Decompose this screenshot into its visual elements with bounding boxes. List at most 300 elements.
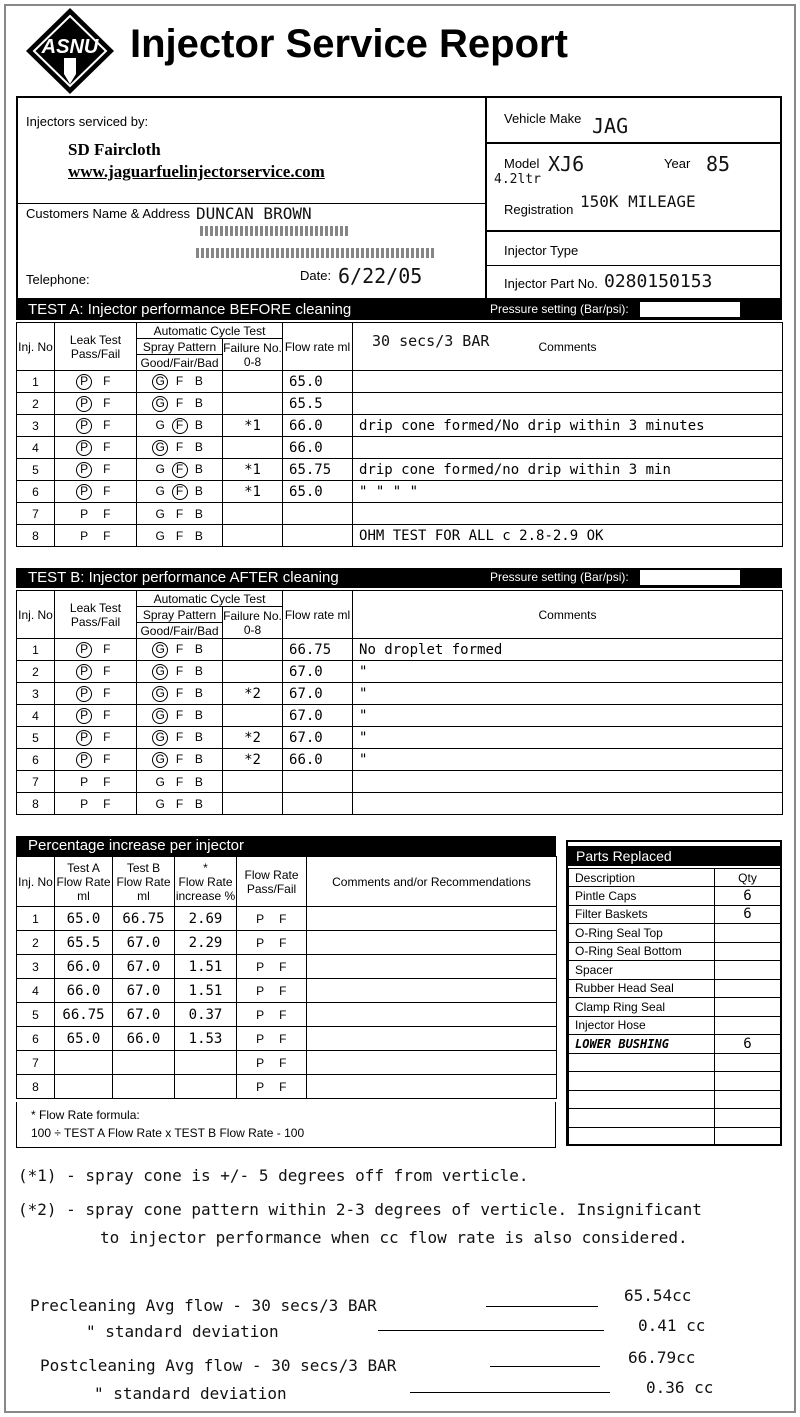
pass-option[interactable]: P — [76, 752, 92, 768]
list-item — [569, 1035, 781, 1054]
bad-option[interactable]: B — [194, 506, 203, 521]
vehicle-make: JAG — [592, 114, 629, 138]
col-spray-sub: Good/Fair/Bad — [137, 355, 223, 371]
part-name: O-Ring Seal Top — [569, 924, 715, 943]
list-item — [569, 887, 781, 906]
spray-pattern-options — [137, 525, 223, 547]
increase-percent[interactable]: 1.53 — [175, 1027, 237, 1051]
part-qty[interactable] — [715, 979, 781, 998]
fail-option[interactable]: F — [103, 417, 111, 432]
bad-option[interactable]: B — [194, 663, 203, 678]
table-row — [17, 415, 783, 437]
bad-option[interactable]: B — [194, 483, 203, 498]
col-failure: Failure No. 0-8 — [223, 340, 282, 369]
good-option[interactable]: G — [155, 528, 165, 543]
pass-option[interactable]: P — [256, 935, 265, 950]
fail-option[interactable]: F — [103, 439, 111, 454]
fair-option[interactable]: F — [175, 751, 184, 766]
test-a-flow[interactable]: 66.75 — [55, 1003, 113, 1027]
good-option[interactable]: G — [152, 374, 168, 390]
recommendation-value[interactable] — [307, 1003, 557, 1027]
recommendation-value[interactable] — [307, 907, 557, 931]
test-b-flow[interactable]: 67.0 — [113, 1003, 175, 1027]
fail-option[interactable]: F — [279, 1031, 287, 1046]
registration-value: 150K MILEAGE — [580, 192, 696, 211]
test-b-flow[interactable]: 66.0 — [113, 1027, 175, 1051]
part-qty[interactable]: 6 — [715, 887, 781, 906]
logo-text: ASNU — [41, 36, 99, 58]
pass-option[interactable]: P — [76, 374, 92, 390]
pass-option[interactable]: P — [256, 1031, 265, 1046]
part-qty[interactable]: 6 — [715, 1035, 781, 1054]
table-row — [17, 525, 783, 547]
bad-option[interactable]: B — [194, 395, 203, 410]
test-a-flow[interactable]: 65.0 — [55, 1027, 113, 1051]
part-qty[interactable] — [715, 924, 781, 943]
bad-option[interactable]: B — [194, 796, 203, 811]
pass-fail-options — [237, 907, 307, 931]
comment-value[interactable]: drip cone formed/no drip within 3 min — [353, 459, 783, 481]
fail-option[interactable]: F — [279, 1007, 287, 1022]
fair-option[interactable]: F — [175, 373, 184, 388]
inj-number: 6 — [17, 481, 55, 503]
inj-number: 7 — [17, 771, 55, 793]
list-item — [569, 1127, 781, 1146]
good-option[interactable]: G — [155, 774, 165, 789]
summary-post-avg-label: Postcleaning Avg flow - 30 secs/3 BAR — [40, 1356, 397, 1375]
fail-option[interactable]: F — [279, 935, 287, 950]
fail-option[interactable]: F — [103, 796, 111, 811]
test-b-flow[interactable]: 67.0 — [113, 931, 175, 955]
leak-test-options — [55, 749, 137, 771]
spray-pattern-options — [137, 481, 223, 503]
fail-option[interactable]: F — [103, 461, 111, 476]
fair-option[interactable]: F — [175, 395, 184, 410]
test-b-pressure-field[interactable] — [640, 570, 740, 585]
pass-option[interactable]: P — [80, 774, 89, 789]
part-name — [569, 1072, 715, 1091]
inj-number: 3 — [17, 683, 55, 705]
fail-option[interactable]: F — [103, 395, 111, 410]
table-row — [17, 639, 783, 661]
comment-value[interactable]: " — [353, 661, 783, 683]
pass-option[interactable]: P — [76, 484, 92, 500]
good-option[interactable]: G — [152, 708, 168, 724]
comment-value[interactable] — [353, 771, 783, 793]
test-b-title: TEST B: Injector performance AFTER cleaning — [28, 569, 339, 586]
flow-rate-value[interactable]: 65.5 — [283, 393, 353, 415]
flow-rate-value[interactable]: 65.0 — [283, 481, 353, 503]
fair-option[interactable]: F — [175, 506, 184, 521]
table-row — [17, 955, 557, 979]
vehicle-year: 85 — [706, 152, 731, 176]
redacted-address-1 — [200, 226, 350, 236]
pass-option[interactable]: P — [76, 440, 92, 456]
part-qty[interactable] — [715, 1090, 781, 1109]
summary-post-sd-label: " standard deviation — [94, 1384, 287, 1403]
test-a-flow[interactable]: 65.0 — [55, 907, 113, 931]
vehicle-model-sub: 4.2ltr — [494, 172, 541, 187]
bad-option[interactable]: B — [194, 528, 203, 543]
bad-option[interactable]: B — [194, 707, 203, 722]
fail-option[interactable]: F — [103, 528, 111, 543]
failure-number — [223, 639, 283, 661]
flow-rate-value[interactable]: 67.0 — [283, 727, 353, 749]
table-row — [17, 1003, 557, 1027]
failure-number: *1 — [223, 415, 283, 437]
pass-option[interactable]: P — [256, 1007, 265, 1022]
comment-value[interactable]: " " " " — [353, 481, 783, 503]
leak-test-options — [55, 503, 137, 525]
part-no-label: Injector Part No. — [504, 276, 598, 291]
pass-option[interactable]: P — [76, 686, 92, 702]
pass-option[interactable]: P — [80, 796, 89, 811]
bad-option[interactable]: B — [194, 751, 203, 766]
recommendation-value[interactable] — [307, 1051, 557, 1075]
telephone-label: Telephone: — [26, 272, 90, 287]
test-b-flow[interactable]: 67.0 — [113, 979, 175, 1003]
pass-fail-options — [237, 1051, 307, 1075]
pass-option[interactable]: P — [76, 396, 92, 412]
fail-option[interactable]: F — [279, 983, 287, 998]
pass-option[interactable]: P — [80, 506, 89, 521]
good-option[interactable]: G — [155, 506, 165, 521]
inj-number: 2 — [17, 661, 55, 683]
customer-label: Customers Name & Address — [26, 206, 191, 221]
test-b-flow[interactable] — [113, 1075, 175, 1099]
comment-value[interactable] — [353, 437, 783, 459]
comment-value[interactable] — [353, 393, 783, 415]
note-star2-line2: to injector performance when cc flow rate is also considered. — [100, 1228, 688, 1247]
pass-option[interactable]: P — [256, 1055, 265, 1070]
list-item — [569, 942, 781, 961]
inj-number: 4 — [17, 705, 55, 727]
pass-option[interactable]: P — [76, 708, 92, 724]
table-row — [17, 749, 783, 771]
fail-option[interactable]: F — [103, 751, 111, 766]
test-a-flow[interactable] — [55, 1075, 113, 1099]
part-name: Clamp Ring Seal — [569, 998, 715, 1017]
table-row — [17, 771, 783, 793]
inj-number: 3 — [17, 955, 55, 979]
parts-table — [568, 868, 781, 1146]
pass-option[interactable]: P — [76, 642, 92, 658]
inj-number: 5 — [17, 727, 55, 749]
flow-rate-value[interactable]: 65.75 — [283, 459, 353, 481]
leak-test-options — [55, 459, 137, 481]
fair-option[interactable]: F — [175, 685, 184, 700]
recommendation-value[interactable] — [307, 1027, 557, 1051]
spray-pattern-options — [137, 639, 223, 661]
leak-test-options — [55, 705, 137, 727]
spray-pattern-options — [137, 437, 223, 459]
fail-option[interactable]: F — [103, 663, 111, 678]
increase-percent[interactable]: 1.51 — [175, 955, 237, 979]
table-row — [17, 1027, 557, 1051]
part-qty[interactable] — [715, 942, 781, 961]
redacted-address-2 — [196, 248, 436, 258]
part-name: O-Ring Seal Bottom — [569, 942, 715, 961]
fail-option[interactable]: F — [103, 506, 111, 521]
spray-pattern-options — [137, 661, 223, 683]
bad-option[interactable]: B — [194, 729, 203, 744]
flow-rate-value[interactable]: 66.0 — [283, 749, 353, 771]
recommendation-value[interactable] — [307, 931, 557, 955]
table-row — [17, 705, 783, 727]
increase-percent[interactable] — [175, 1075, 237, 1099]
part-name: Injector Hose — [569, 1016, 715, 1035]
good-option[interactable]: G — [155, 417, 165, 432]
col-spray-pattern: Spray Pattern — [137, 607, 223, 623]
comment-value[interactable] — [353, 371, 783, 393]
comment-value[interactable]: drip cone formed/No drip within 3 minutes — [353, 415, 783, 437]
good-option[interactable]: G — [155, 483, 165, 498]
good-option[interactable]: G — [152, 730, 168, 746]
bad-option[interactable]: B — [194, 774, 203, 789]
fail-option[interactable]: F — [103, 774, 111, 789]
flow-rate-value[interactable]: 66.0 — [283, 437, 353, 459]
test-b-pressure-label: Pressure setting (Bar/psi): — [490, 570, 629, 584]
good-option[interactable]: G — [152, 686, 168, 702]
good-option[interactable]: G — [152, 396, 168, 412]
inj-number: 5 — [17, 1003, 55, 1027]
summary-pre-sd-value: 0.41 cc — [638, 1316, 706, 1335]
formula-box — [16, 1102, 556, 1148]
inj-number: 2 — [17, 393, 55, 415]
fail-option[interactable]: F — [103, 729, 111, 744]
pass-option[interactable]: P — [76, 730, 92, 746]
percentage-title: Percentage increase per injector — [28, 837, 244, 854]
list-item — [569, 1016, 781, 1035]
part-qty[interactable] — [715, 961, 781, 980]
increase-percent[interactable]: 1.51 — [175, 979, 237, 1003]
list-item — [569, 961, 781, 980]
comment-value[interactable] — [353, 503, 783, 525]
inj-number: 3 — [17, 415, 55, 437]
table-row — [17, 437, 783, 459]
fail-option[interactable]: F — [103, 483, 111, 498]
bad-option[interactable]: B — [194, 641, 203, 656]
part-qty[interactable] — [715, 998, 781, 1017]
comment-value[interactable]: No droplet formed — [353, 639, 783, 661]
spray-pattern-options — [137, 683, 223, 705]
bad-option[interactable]: B — [194, 417, 203, 432]
col-flow-rate: Flow rate ml — [283, 591, 353, 639]
fail-option[interactable]: F — [103, 641, 111, 656]
fair-option[interactable]: F — [175, 729, 184, 744]
leak-test-options — [55, 639, 137, 661]
good-option[interactable]: G — [155, 796, 165, 811]
flow-rate-value[interactable] — [283, 503, 353, 525]
spray-pattern-options — [137, 793, 223, 815]
fail-option[interactable]: F — [279, 1055, 287, 1070]
recommendation-value[interactable] — [307, 955, 557, 979]
table-row — [17, 979, 557, 1003]
spray-pattern-options — [137, 393, 223, 415]
flow-rate-value[interactable] — [283, 771, 353, 793]
leak-test-options — [55, 793, 137, 815]
inj-number: 7 — [17, 503, 55, 525]
pass-fail-options — [237, 1075, 307, 1099]
customer-name: DUNCAN BROWN — [196, 204, 312, 223]
leak-test-options — [55, 415, 137, 437]
part-qty[interactable] — [715, 1072, 781, 1091]
failure-number — [223, 525, 283, 547]
part-qty[interactable] — [715, 1016, 781, 1035]
pass-option[interactable]: P — [256, 983, 265, 998]
comment-value[interactable]: OHM TEST FOR ALL c 2.8-2.9 OK — [353, 525, 783, 547]
good-option[interactable]: G — [152, 752, 168, 768]
increase-percent[interactable]: 2.69 — [175, 907, 237, 931]
flow-rate-value[interactable]: 67.0 — [283, 661, 353, 683]
company-website[interactable]: www.jaguarfuelinjectorservice.com — [68, 162, 325, 181]
pass-fail-options — [237, 955, 307, 979]
flow-rate-value[interactable]: 65.0 — [283, 371, 353, 393]
fail-option[interactable]: F — [279, 959, 287, 974]
formula-text: 100 ÷ TEST A Flow Rate x TEST B Flow Rate - 100 — [31, 1126, 305, 1140]
failure-number — [223, 393, 283, 415]
test-a-flow[interactable]: 65.5 — [55, 931, 113, 955]
summary-pre-avg-label: Precleaning Avg flow - 30 secs/3 BAR — [30, 1296, 377, 1315]
comment-value[interactable]: " — [353, 683, 783, 705]
fair-option[interactable]: F — [175, 774, 184, 789]
pass-option[interactable]: P — [256, 959, 265, 974]
col-spray-pattern: Spray Pattern — [137, 339, 223, 355]
flow-rate-value[interactable] — [283, 525, 353, 547]
pass-option[interactable]: P — [76, 462, 92, 478]
fair-option[interactable]: F — [175, 663, 184, 678]
comment-value[interactable]: " — [353, 749, 783, 771]
table-row — [17, 907, 557, 931]
inj-number: 4 — [17, 437, 55, 459]
col-inj-no: Inj. No — [17, 857, 55, 907]
parts-title: Parts Replaced — [568, 846, 780, 866]
fail-option[interactable]: F — [103, 373, 111, 388]
list-item — [569, 998, 781, 1017]
date-label: Date: — [300, 268, 332, 283]
leak-test-options — [55, 393, 137, 415]
year-label: Year — [664, 156, 691, 171]
fair-option[interactable]: F — [175, 439, 184, 454]
inj-number: 2 — [17, 931, 55, 955]
summary-pre-sd-label: " standard deviation — [86, 1322, 279, 1341]
test-a-pressure-field[interactable] — [640, 302, 740, 317]
pass-option[interactable]: P — [76, 664, 92, 680]
fail-option[interactable]: F — [103, 685, 111, 700]
fair-option[interactable]: F — [175, 796, 184, 811]
pass-option[interactable]: P — [256, 1079, 265, 1094]
col-auto-cycle: Automatic Cycle Test — [137, 323, 283, 339]
recommendation-value[interactable] — [307, 979, 557, 1003]
fair-option[interactable]: F — [172, 418, 188, 434]
flow-rate-value[interactable]: 67.0 — [283, 705, 353, 727]
pass-option[interactable]: P — [256, 911, 265, 926]
inj-number: 6 — [17, 749, 55, 771]
bad-option[interactable]: B — [194, 373, 203, 388]
percentage-bar — [16, 836, 556, 856]
spray-pattern-options — [137, 771, 223, 793]
part-qty[interactable]: 6 — [715, 905, 781, 924]
failure-number — [223, 705, 283, 727]
pass-fail-options — [237, 979, 307, 1003]
good-option[interactable]: G — [152, 664, 168, 680]
comment-value[interactable]: " — [353, 705, 783, 727]
part-no-value: 0280150153 — [604, 271, 713, 292]
flow-rate-value[interactable]: 66.0 — [283, 415, 353, 437]
fair-option[interactable]: F — [172, 484, 188, 500]
col-leak-test: Leak Test Pass/Fail — [55, 591, 137, 639]
table-row — [17, 1051, 557, 1075]
pass-option[interactable]: P — [80, 528, 89, 543]
part-name: Filter Baskets — [569, 905, 715, 924]
col-comments: Comments and/or Recommendations — [307, 857, 557, 907]
summary-post-avg-value: 66.79cc — [628, 1348, 696, 1367]
test-b-flow[interactable] — [113, 1051, 175, 1075]
inj-number: 4 — [17, 979, 55, 1003]
fail-option[interactable]: F — [279, 911, 287, 926]
comment-value[interactable]: " — [353, 727, 783, 749]
test-a-flow[interactable]: 66.0 — [55, 955, 113, 979]
test-b-flow[interactable]: 67.0 — [113, 955, 175, 979]
test-a-flow[interactable]: 66.0 — [55, 979, 113, 1003]
spray-pattern-options — [137, 705, 223, 727]
comment-value[interactable] — [353, 793, 783, 815]
col-spray-sub: Good/Fair/Bad — [137, 623, 223, 639]
good-option[interactable]: G — [155, 461, 165, 476]
test-a-flow[interactable] — [55, 1051, 113, 1075]
bad-option[interactable]: B — [194, 461, 203, 476]
recommendation-value[interactable] — [307, 1075, 557, 1099]
bad-option[interactable]: B — [194, 685, 203, 700]
pass-option[interactable]: P — [76, 418, 92, 434]
spray-pattern-options — [137, 371, 223, 393]
spray-pattern-options — [137, 727, 223, 749]
fair-option[interactable]: F — [175, 528, 184, 543]
inj-number: 8 — [17, 1075, 55, 1099]
spray-pattern-options — [137, 415, 223, 437]
part-name — [569, 1109, 715, 1128]
fail-option[interactable]: F — [103, 707, 111, 722]
fair-option[interactable]: F — [172, 462, 188, 478]
list-item — [569, 1090, 781, 1109]
good-option[interactable]: G — [152, 440, 168, 456]
part-name: Rubber Head Seal — [569, 979, 715, 998]
part-qty[interactable] — [715, 1127, 781, 1146]
part-qty[interactable] — [715, 1109, 781, 1128]
note-star1: (*1) - spray cone is +/- 5 degrees off from verticle. — [18, 1166, 529, 1185]
bad-option[interactable]: B — [194, 439, 203, 454]
part-name — [569, 1090, 715, 1109]
test-b-table — [16, 590, 783, 815]
list-item — [569, 1072, 781, 1091]
increase-percent[interactable]: 2.29 — [175, 931, 237, 955]
fair-option[interactable]: F — [175, 707, 184, 722]
service-date: 6/22/05 — [338, 264, 423, 288]
good-option[interactable]: G — [152, 642, 168, 658]
fair-option[interactable]: F — [175, 641, 184, 656]
part-qty[interactable] — [715, 1053, 781, 1072]
test-a-table — [16, 322, 783, 547]
fail-option[interactable]: F — [279, 1079, 287, 1094]
failure-number — [223, 371, 283, 393]
flow-rate-value[interactable] — [283, 793, 353, 815]
increase-percent[interactable] — [175, 1051, 237, 1075]
flow-rate-value[interactable]: 66.75 — [283, 639, 353, 661]
failure-number — [223, 771, 283, 793]
increase-percent[interactable]: 0.37 — [175, 1003, 237, 1027]
flow-rate-value[interactable]: 67.0 — [283, 683, 353, 705]
test-b-flow[interactable]: 66.75 — [113, 907, 175, 931]
